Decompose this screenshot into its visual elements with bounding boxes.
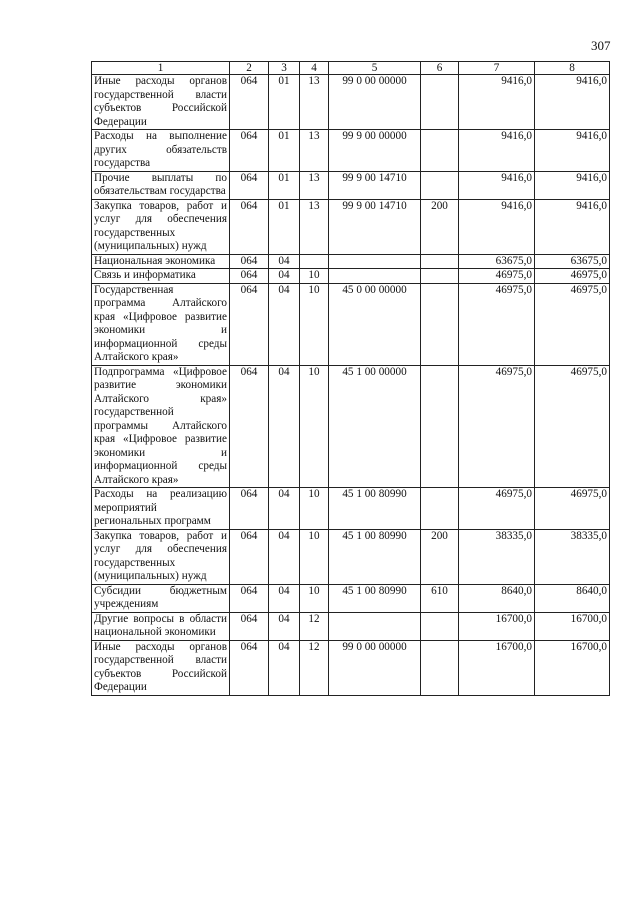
cell-expense-type: [421, 254, 459, 269]
cell-subsection: 10: [300, 365, 329, 488]
cell-target-article: 45 0 00 00000: [329, 283, 421, 365]
cell-section: 04: [269, 254, 300, 269]
cell-amount-year-1: 8640,0: [459, 584, 535, 612]
cell-target-article: 45 1 00 80990: [329, 584, 421, 612]
table-row: [92, 171, 610, 199]
cell-amount-year-1: 38335,0: [459, 529, 535, 584]
cell-expense-type: [421, 130, 459, 172]
cell-expense-type: [421, 283, 459, 365]
cell-amount-year-1: 46975,0: [459, 488, 535, 530]
cell-target-article: 45 1 00 80990: [329, 529, 421, 584]
cell-amount-year-1: 9416,0: [459, 75, 535, 130]
cell-ministry-code: 064: [230, 529, 269, 584]
cell-subsection: 13: [300, 75, 329, 130]
cell-section: 04: [269, 269, 300, 284]
cell-target-article: 99 0 00 00000: [329, 75, 421, 130]
cell-ministry-code: 064: [230, 199, 269, 254]
cell-section: 04: [269, 640, 300, 695]
column-header-7: 7: [459, 62, 535, 75]
cell-subsection: 13: [300, 199, 329, 254]
cell-name: Закупка товаров, работ и услуг для обеспечения государственных (муниципальных) нужд: [92, 199, 230, 254]
cell-name: Связь и информатика: [92, 269, 230, 284]
cell-amount-year-2: 46975,0: [535, 283, 610, 365]
column-header-8: 8: [535, 62, 610, 75]
cell-expense-type: 610: [421, 584, 459, 612]
cell-target-article: 99 9 00 14710: [329, 171, 421, 199]
cell-amount-year-2: 46975,0: [535, 365, 610, 488]
column-header-6: 6: [421, 62, 459, 75]
table-body: [92, 75, 610, 696]
cell-name: Подпрограмма «Цифровое развитие экономики Алтайского края» государственной программы Алтайского края «Цифровое развитие экономики и информационной среды Алтайского края»: [92, 365, 230, 488]
column-header-3: 3: [269, 62, 300, 75]
table-row: [92, 130, 610, 172]
cell-expense-type: 200: [421, 199, 459, 254]
table-row: [92, 640, 610, 695]
column-header-4: 4: [300, 62, 329, 75]
cell-target-article: 45 1 00 80990: [329, 488, 421, 530]
table-row: [92, 365, 610, 488]
cell-section: 04: [269, 584, 300, 612]
cell-ministry-code: 064: [230, 283, 269, 365]
cell-expense-type: [421, 612, 459, 640]
cell-target-article: 99 9 00 00000: [329, 130, 421, 172]
cell-name: Субсидии бюджетным учреждениям: [92, 584, 230, 612]
table-row: [92, 75, 610, 130]
cell-amount-year-1: 46975,0: [459, 269, 535, 284]
cell-expense-type: [421, 488, 459, 530]
table-header-row: [92, 62, 610, 75]
cell-section: 04: [269, 529, 300, 584]
cell-amount-year-2: 9416,0: [535, 130, 610, 172]
cell-amount-year-1: 46975,0: [459, 365, 535, 488]
column-header-2: 2: [230, 62, 269, 75]
cell-ministry-code: 064: [230, 171, 269, 199]
cell-amount-year-2: 16700,0: [535, 612, 610, 640]
cell-amount-year-2: 16700,0: [535, 640, 610, 695]
cell-expense-type: [421, 365, 459, 488]
cell-ministry-code: 064: [230, 612, 269, 640]
cell-section: 04: [269, 612, 300, 640]
cell-amount-year-2: 9416,0: [535, 199, 610, 254]
cell-section: 04: [269, 365, 300, 488]
table-row: [92, 612, 610, 640]
budget-table: [91, 61, 610, 696]
cell-amount-year-2: 9416,0: [535, 75, 610, 130]
table-row: [92, 283, 610, 365]
cell-section: 01: [269, 171, 300, 199]
cell-amount-year-1: 9416,0: [459, 199, 535, 254]
cell-subsection: 10: [300, 269, 329, 284]
cell-subsection: 10: [300, 283, 329, 365]
cell-ministry-code: 064: [230, 130, 269, 172]
cell-ministry-code: 064: [230, 365, 269, 488]
cell-section: 01: [269, 199, 300, 254]
table-row: [92, 529, 610, 584]
cell-amount-year-2: 9416,0: [535, 171, 610, 199]
cell-ministry-code: 064: [230, 269, 269, 284]
cell-amount-year-1: 46975,0: [459, 283, 535, 365]
cell-section: 04: [269, 488, 300, 530]
cell-ministry-code: 064: [230, 640, 269, 695]
cell-expense-type: [421, 75, 459, 130]
cell-section: 04: [269, 283, 300, 365]
cell-target-article: [329, 269, 421, 284]
cell-name: Иные расходы органов государственной власти субъектов Российской Федерации: [92, 75, 230, 130]
cell-ministry-code: 064: [230, 488, 269, 530]
cell-section: 01: [269, 130, 300, 172]
cell-subsection: 13: [300, 171, 329, 199]
cell-name: Национальная экономика: [92, 254, 230, 269]
cell-amount-year-1: 9416,0: [459, 130, 535, 172]
cell-subsection: 10: [300, 584, 329, 612]
cell-subsection: 12: [300, 612, 329, 640]
table-row: [92, 254, 610, 269]
cell-subsection: 10: [300, 529, 329, 584]
cell-target-article: [329, 612, 421, 640]
cell-amount-year-2: 38335,0: [535, 529, 610, 584]
cell-target-article: 99 9 00 14710: [329, 199, 421, 254]
cell-amount-year-1: 16700,0: [459, 640, 535, 695]
column-header-5: 5: [329, 62, 421, 75]
cell-subsection: 13: [300, 130, 329, 172]
cell-amount-year-1: 16700,0: [459, 612, 535, 640]
cell-amount-year-2: 46975,0: [535, 488, 610, 530]
cell-target-article: [329, 254, 421, 269]
cell-amount-year-1: 63675,0: [459, 254, 535, 269]
cell-expense-type: [421, 269, 459, 284]
table-row: [92, 269, 610, 284]
cell-amount-year-2: 8640,0: [535, 584, 610, 612]
cell-target-article: 45 1 00 00000: [329, 365, 421, 488]
cell-ministry-code: 064: [230, 75, 269, 130]
cell-amount-year-2: 46975,0: [535, 269, 610, 284]
cell-ministry-code: 064: [230, 584, 269, 612]
cell-name: Другие вопросы в области национальной экономики: [92, 612, 230, 640]
cell-amount-year-2: 63675,0: [535, 254, 610, 269]
cell-subsection: [300, 254, 329, 269]
cell-name: Расходы на реализацию мероприятий региональных программ: [92, 488, 230, 530]
cell-expense-type: [421, 171, 459, 199]
cell-ministry-code: 064: [230, 254, 269, 269]
cell-subsection: 12: [300, 640, 329, 695]
cell-name: Расходы на выполнение других обязательств государства: [92, 130, 230, 172]
cell-target-article: 99 0 00 00000: [329, 640, 421, 695]
cell-expense-type: [421, 640, 459, 695]
cell-amount-year-1: 9416,0: [459, 171, 535, 199]
cell-name: Государственная программа Алтайского края «Цифровое развитие экономики и информационной среды Алтайского края»: [92, 283, 230, 365]
cell-name: Иные расходы органов государственной власти субъектов Российской Федерации: [92, 640, 230, 695]
cell-expense-type: 200: [421, 529, 459, 584]
cell-section: 01: [269, 75, 300, 130]
page-number: 307: [591, 38, 611, 53]
cell-name: Прочие выплаты по обязательствам государства: [92, 171, 230, 199]
table-row: [92, 584, 610, 612]
cell-subsection: 10: [300, 488, 329, 530]
column-header-1: 1: [92, 62, 230, 75]
table-row: [92, 488, 610, 530]
table-row: [92, 199, 610, 254]
cell-name: Закупка товаров, работ и услуг для обеспечения государственных (муниципальных) нужд: [92, 529, 230, 584]
